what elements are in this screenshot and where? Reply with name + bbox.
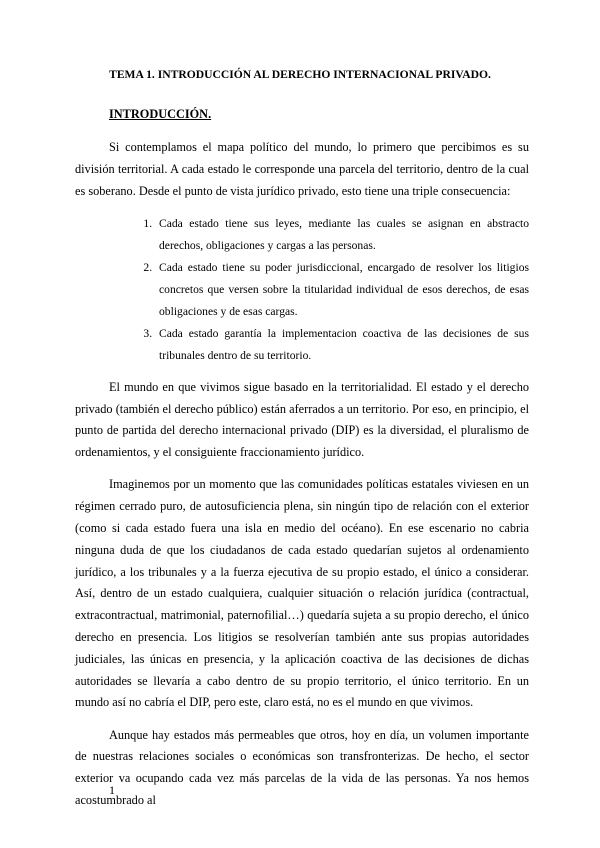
paragraph: El mundo en que vivimos sigue basado en la territorialidad. El estado y el derecho privado (también el derecho público) están aferrados a un territorio. Por eso, en principio, el punto de partida del derecho internacional privado (DIP) es la diversidad, el pluralismo de ordenamientos, y el consiguiente fraccionamiento jurídico.	[75, 379, 529, 460]
document-title: TEMA 1. INTRODUCCIÓN AL DERECHO INTERNACIONAL PRIVADO.	[109, 68, 491, 81]
page-number: 1	[109, 783, 115, 797]
paragraph: Si contemplamos el mapa político del mundo, lo primero que percibimos es su división territorial. A cada estado le corresponde una parcela del territorio, dentro de la cual es soberano. Desde el punto de vista jurídico privado, esto tiene una triple consecuencia:	[75, 140, 529, 198]
list-item: 3. Cada estado garantía la implementacion coactiva de las decisiones de sus tribunales dentro de su territorio.	[155, 323, 529, 367]
list-item: 1. Cada estado tiene sus leyes, mediante las cuales se asignan en abstracto derechos, obligaciones y cargas a las personas.	[155, 213, 529, 257]
section-heading: INTRODUCCIÓN.	[109, 107, 212, 121]
numbered-list	[75, 213, 529, 367]
list-item: 2. Cada estado tiene su poder jurisdiccional, encargado de resolver los litigios concretos que versen sobre la titularidad individual de esos derechos, de esas obligaciones y de esas cargas.	[155, 257, 529, 323]
document-body	[75, 137, 529, 822]
paragraph: Aunque hay estados más permeables que otros, hoy en día, un volumen importante de nuestras relaciones sociales o económicas son transfronterizas. De hecho, el sector exterior va ocupando cada vez más parcelas de la vida de las personas. Ya nos hemos acostumbrado al	[75, 727, 529, 807]
paragraph: Imaginemos por un momento que las comunidades políticas estatales viviesen en un régimen cerrado puro, de autosuficiencia plena, sin ningún tipo de relación con el exterior (como si cada estado fuera una isla en medio del océano). En ese escenario no cabria ninguna duda de que los ciudadanos de cada estado quedarían sujetos al ordenamiento jurídico, a los tribunales y a la fuerza ejecutiva de su propio estado, el único a considerar. Así, dentro de un estado cualquiera, cualquier situación o relación jurídica (contractual, extracontractual, matrimonial, paternofilial…) quedaría sujeta a su propio derecho, el único derecho en presencia. Los litigios se resolverían también ante sus propias autoridades judiciales, las únicas en presencia, y la aplicación coactiva de las decisiones de dichas autoridades se llevaría a cabo dentro de su propio territorio, el único territorio. En un mundo así no cabría el DIP, pero este, claro está, no es el mundo en que vivimos.	[75, 477, 529, 710]
